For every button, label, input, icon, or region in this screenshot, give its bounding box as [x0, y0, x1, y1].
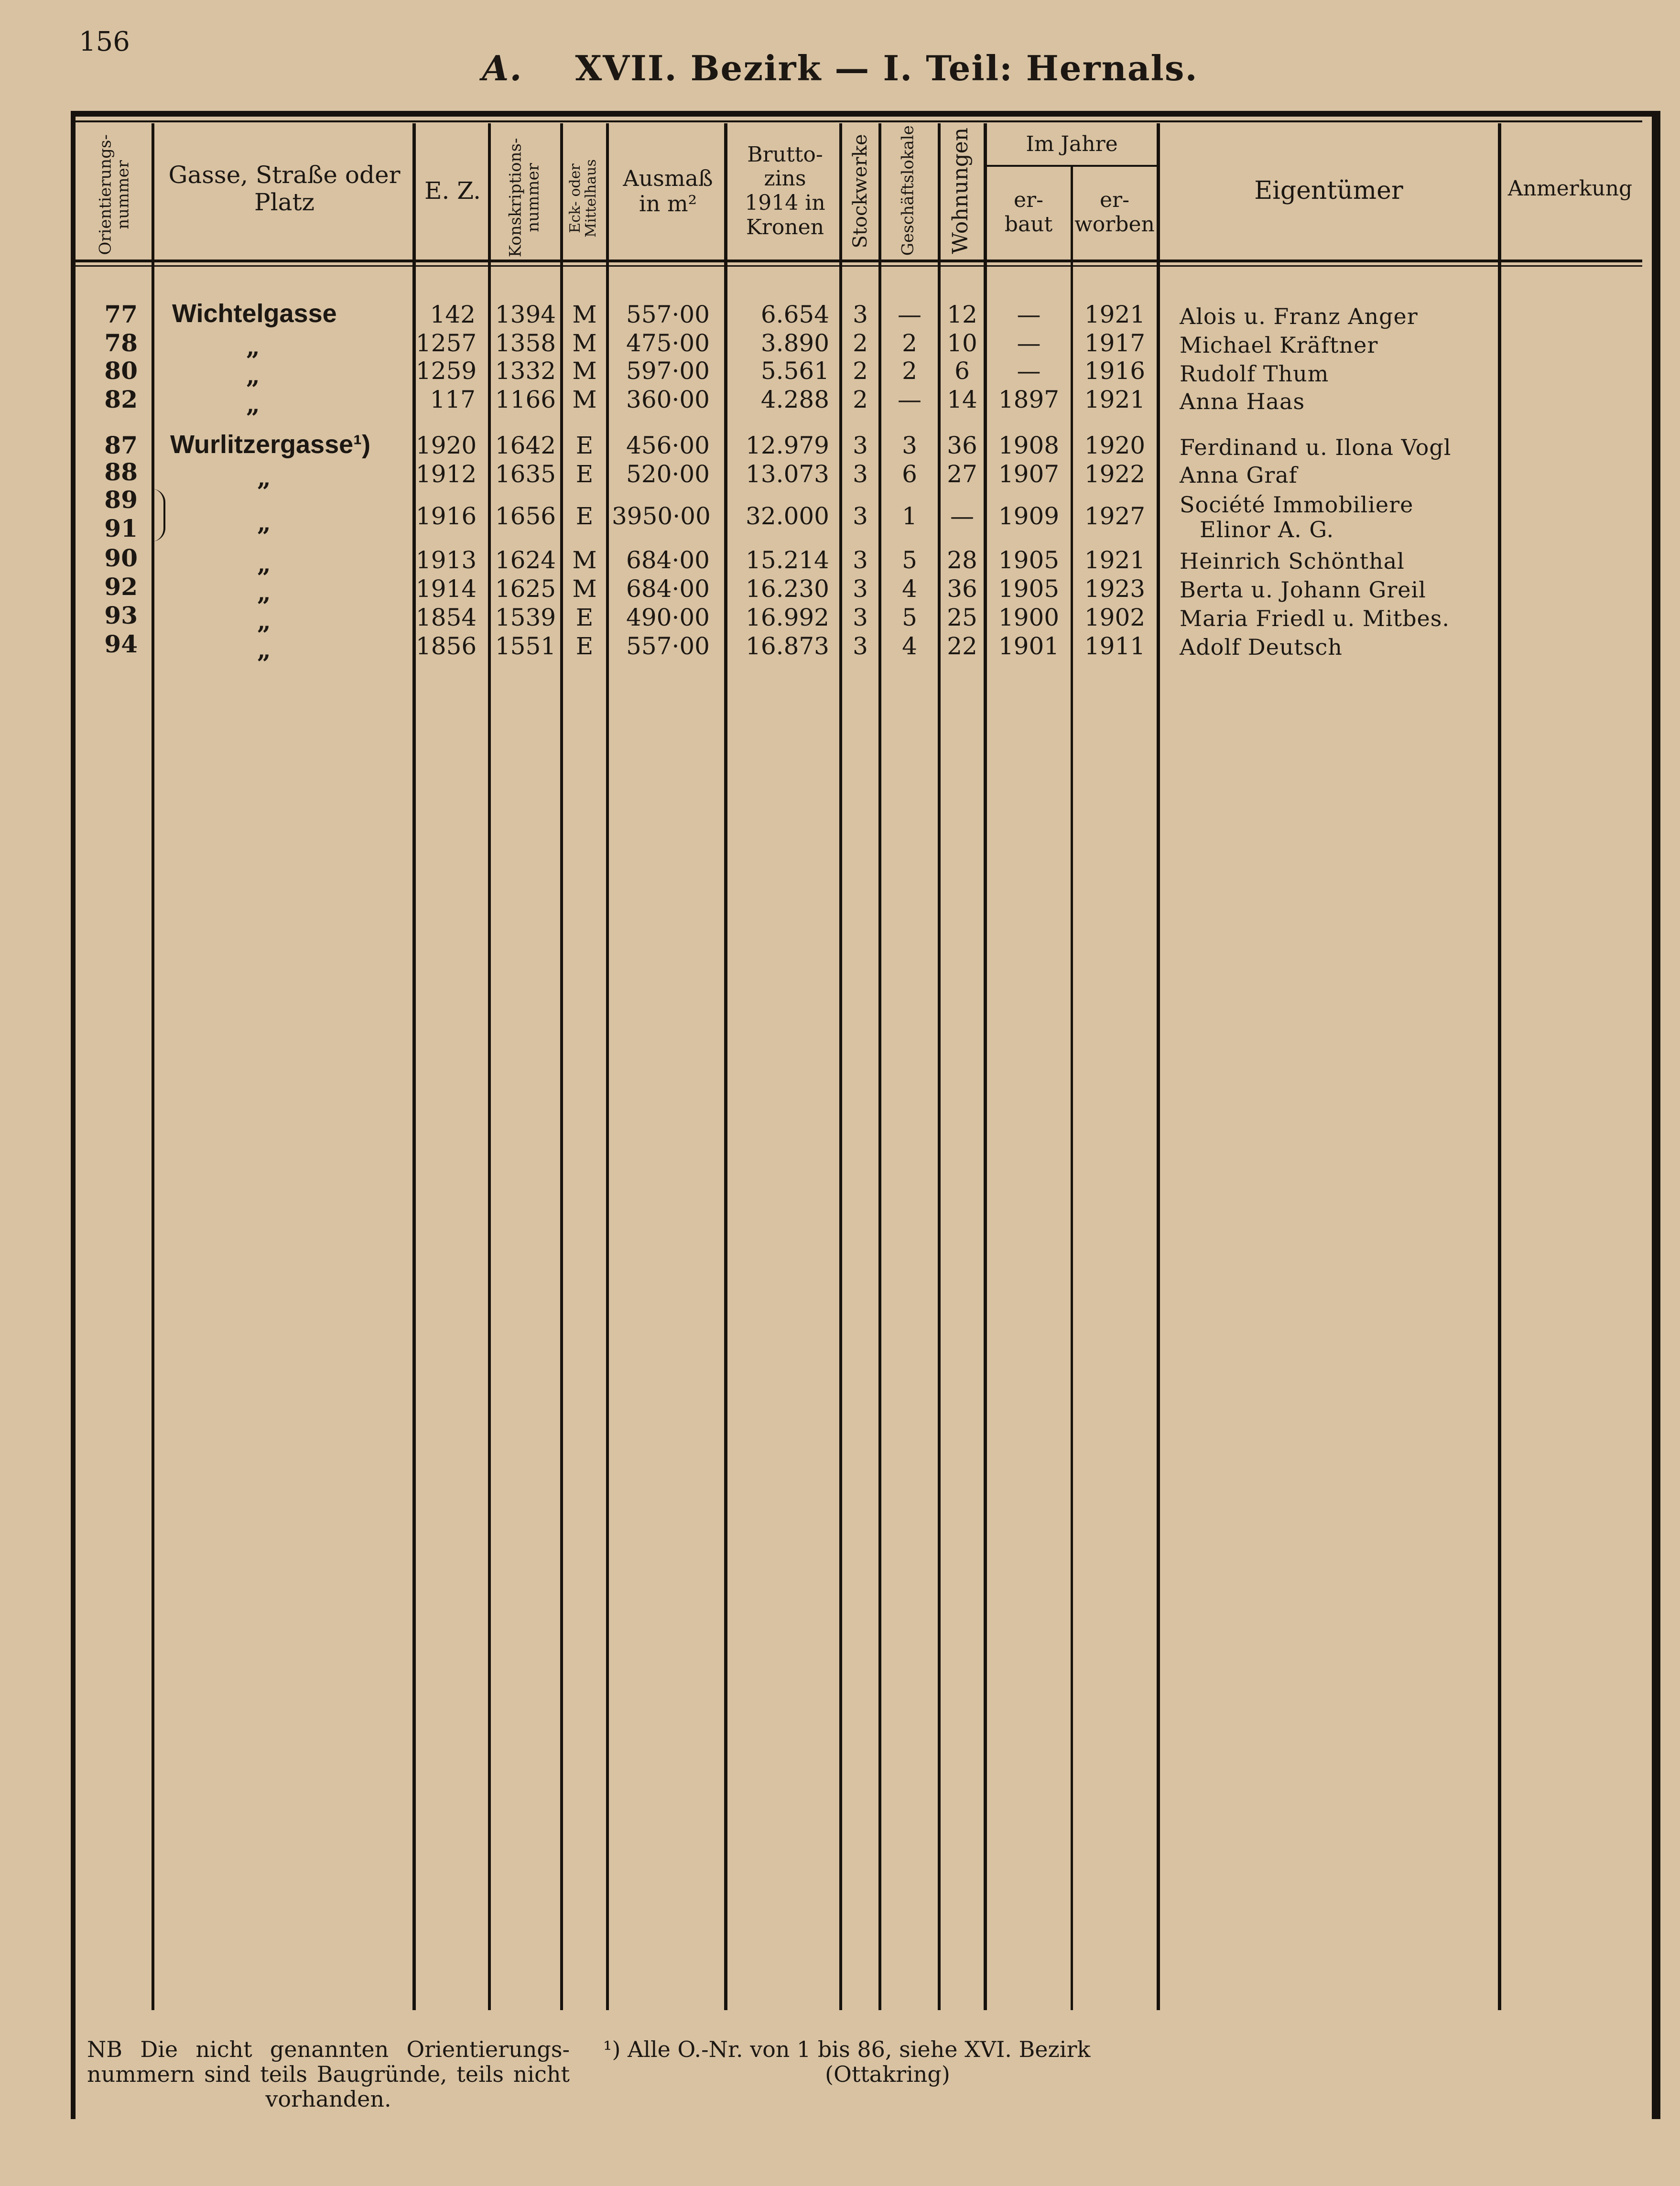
col-rule [412, 123, 416, 2010]
col-rule [1157, 123, 1160, 2010]
page-number: 156 [79, 26, 130, 57]
header-anmerkung: Anmerkung [1507, 176, 1633, 201]
header-orientierungsnummer: Orientierungs- nummer [96, 134, 133, 255]
header-bottom-rule-2 [76, 265, 1642, 267]
header-stockwerke: Stockwerke [849, 134, 871, 249]
header-wohnungen: Wohnungen [948, 127, 973, 254]
header-konskriptionsnummer: Konskriptions- nummer [506, 138, 543, 258]
header-eck-mittelhaus: Eck- oder Mittelhaus [567, 159, 599, 238]
section-letter: A. [482, 48, 523, 88]
header-geschaeftslokale: Geschäftslokale [898, 125, 918, 256]
header-im-jahre: Im Jahre [1026, 132, 1118, 157]
brace [152, 489, 165, 541]
header-top-rule [76, 120, 1642, 122]
col-rule [606, 123, 609, 2010]
col-rule [1498, 123, 1501, 2010]
header-ausmass: Ausmaß in m² [623, 165, 713, 216]
col-rule [984, 123, 987, 2010]
header-eigentuemer: Eigentümer [1254, 176, 1403, 206]
header-bottom-rule [76, 260, 1642, 262]
header-erbaut: er-baut [1004, 188, 1053, 237]
header-ez: E. Z. [424, 177, 481, 205]
header-gasse: Gasse, Straße oder Platz [168, 161, 401, 216]
header-erworben: er-worben [1074, 188, 1155, 237]
page-title [0, 48, 1680, 88]
district-title: XVII. Bezirk — I. Teil: Hernals. [575, 48, 1198, 88]
col-rule [724, 123, 727, 2010]
header-bruttozins: Brutto-zins 1914 in Kronen [745, 142, 825, 239]
col-rule [152, 123, 154, 2010]
